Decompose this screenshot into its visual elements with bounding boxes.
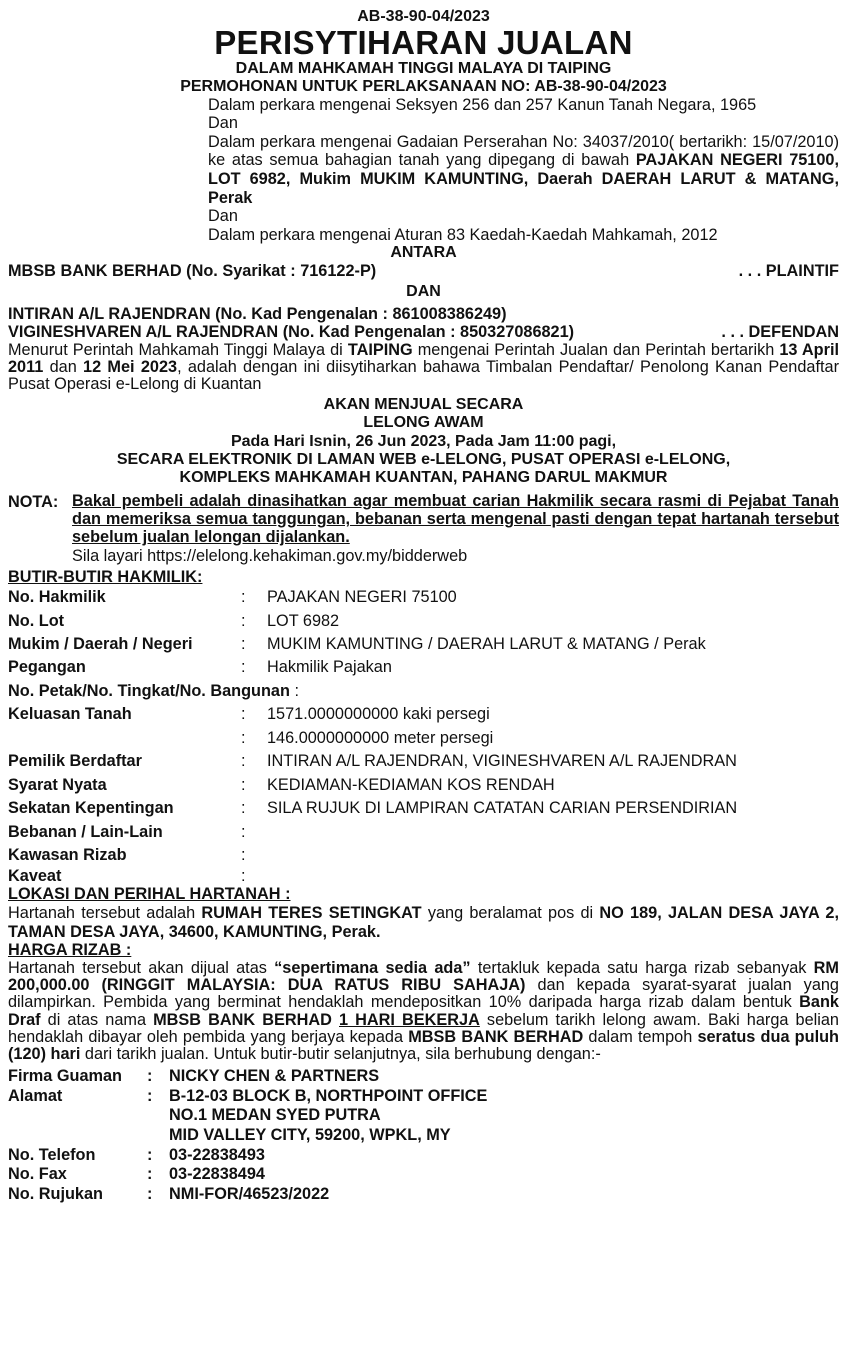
defendant-1: INTIRAN A/L RAJENDRAN (No. Kad Pengenalan : 861008386249) [8,304,507,323]
auction-heading-2: LELONG AWAM [363,413,484,431]
auction-venue-1: SECARA ELEKTRONIK DI LAMAN WEB e-LELONG, PUSAT OPERASI e-LELONG, [116,451,731,469]
auction-heading-1: AKAN MENJUAL SECARA [323,395,524,413]
table-row: Alamat : B-12-03 BLOCK B, NORTHPOINT OFFICE NO.1 MEDAN SYED PUTRA MID VALLEY CITY, 59200, WPKL, MY [8,1086,488,1145]
property-title-bold: PAJAKAN NEGERI 75100, LOT 6982, Mukim MUKIM KAMUNTING, Daerah DAERAH LARUT & MATANG, Perak [208,151,839,207]
nota-text: Bakal pembeli adalah dinasihatkan agar membuat carian Hakmilik secara rasmi di Pejabat Tanah dan memeriksa semua tanggungan, bebanan serta mengenal pasti dengan tepat hartanah tersebut sebelum jualan lelongan dijalankan. [72,492,839,547]
reference-number: AB-38-90-04/2023 [357,8,490,25]
plaintiff-name: MBSB BANK BERHAD (No. Syarikat : 716122-P) [8,262,377,281]
nota-block [8,493,839,565]
location-paragraph: Hartanah tersebut adalah RUMAH TERES SETINGKAT yang beralamat pos di NO 189, JALAN DESA JAYA 2, TAMAN DESA JAYA, 34600, KAMUNTING, Perak. [8,904,839,941]
reserve-paragraph: Hartanah tersebut akan dijual atas “sepertimana sedia ada” tertakluk kepada satu harga rizab sebanyak RM 200,000.00 (RINGGIT MALAYSIA: DUA RATUS RIBU SAHAJA) dan kepada syarat-syarat jualan yang dilampirkan. Pembida yang berminat hendaklah mendepositkan 10% daripada harga rizab dalam bentuk Bank Draf di atas nama MBSB BANK BERHAD 1 HARI BEKERJA sebelum tarikh lelong awam. Baki harga belian hendaklah dibayar oleh pembida yang berjaya kepada MBSB BANK BERHAD dalam tempoh seratus dua puluh (120) hari dari tarikh jualan. Untuk butir-butir selanjutnya, sila berhubung dengan:- [8,958,839,1064]
table-row: Bebanan / Lain-Lain : [8,822,246,841]
reserve-heading: HARGA RIZAB : [8,941,132,960]
table-row: No. Hakmilik : PAJAKAN NEGERI 75100 [8,588,457,607]
defendant-2-row [8,323,839,342]
nota-link[interactable]: Sila layari https://elelong.kehakiman.gov.my/bidderweb [72,546,468,565]
page-title: PERISYTIHARAN JUALAN [214,24,633,62]
matter-2: Dalam perkara mengenai Gadaian Perserahan No: 34037/2010( bertarikh: 15/07/2010) ke atas semua bahagian tanah yang dipegang di bawah PAJAKAN NEGERI 75100, LOT 6982, Mukim MUKIM KAMUNTING, Daerah DAERAH LARUT & MATANG, Perak [208,132,839,207]
matter-3: Dalam perkara mengenai Aturan 83 Kaedah-Kaedah Mahkamah, 2012 [208,225,718,244]
table-row: Pegangan : Hakmilik Pajakan [8,658,392,677]
table-row: Mukim / Daerah / Negeri : MUKIM KAMUNTING / DAERAH LARUT & MATANG / Perak [8,635,706,654]
table-row: Syarat Nyata : KEDIAMAN-KEDIAMAN KOS RENDAH [8,775,555,794]
table-row: No. Petak/No. Tingkat/No. Bangunan : [8,681,299,700]
title-details-table [8,586,737,885]
law-firm-table [8,1067,487,1204]
order-paragraph: Menurut Perintah Mahkamah Tinggi Malaya di TAIPING mengenai Perintah Jualan dan Perintah bertarikh 13 April 2011 dan 12 Mei 2023, adalah dengan ini diisytiharkan bahawa Timbalan Pendaftar/ Penolong Kanan Pendaftar Pusat Operasi e-Lelong di Kuantan [8,340,839,394]
auction-date: Pada Hari Isnin, 26 Jun 2023, Pada Jam 11:00 pagi, [230,433,617,451]
dan-2: Dan [208,207,238,226]
title-details-heading: BUTIR-BUTIR HAKMILIK: [8,567,203,586]
defendant-2: VIGINESHVAREN A/L RAJENDRAN (No. Kad Pengenalan : 850327086821) [8,323,575,342]
auction-venue-2: KOMPLEKS MAHKAMAH KUANTAN, PAHANG DARUL MAKMUR [179,469,668,487]
location-heading: LOKASI DAN PERIHAL HARTANAH : [8,885,291,904]
table-row: No. Lot : LOT 6982 [8,611,340,630]
table-row: No. Fax : 03-22838494 [8,1165,265,1184]
table-row: No. Telefon : 03-22838493 [8,1145,265,1164]
nota-label: NOTA: [8,493,59,512]
dan-heading: DAN [406,282,441,300]
table-row: Pemilik Berdaftar : INTIRAN A/L RAJENDRAN, VIGINESHVAREN A/L RAJENDRAN [8,752,737,771]
table-row: Keluasan Tanah : 1571.0000000000 kaki persegi [8,705,490,724]
defendant-role: . . . DEFENDAN [721,323,839,342]
antara-heading: ANTARA [390,244,457,262]
table-row: Kawasan Rizab : [8,846,246,865]
matter-1: Dalam perkara mengenai Seksyen 256 dan 257 Kanun Tanah Negara, 1965 [208,95,757,114]
table-row: Kaveat : [8,866,246,885]
plaintiff-row [8,262,839,281]
table-row: : 146.0000000000 meter persegi [241,728,494,747]
court-name: DALAM MAHKAMAH TINGGI MALAYA DI TAIPING [235,59,612,77]
plaintiff-role: . . . PLAINTIF [738,262,839,281]
table-row: Firma Guaman : NICKY CHEN & PARTNERS [8,1067,380,1086]
application-number: PERMOHONAN UNTUK PERLAKSANAAN NO: AB-38-90-04/2023 [180,77,667,95]
table-row: Sekatan Kepentingan : SILA RUJUK DI LAMPIRAN CATATAN CARIAN PERSENDIRIAN [8,799,738,818]
dan-1: Dan [208,114,238,133]
table-row: No. Rujukan : NMI-FOR/46523/2022 [8,1184,330,1203]
